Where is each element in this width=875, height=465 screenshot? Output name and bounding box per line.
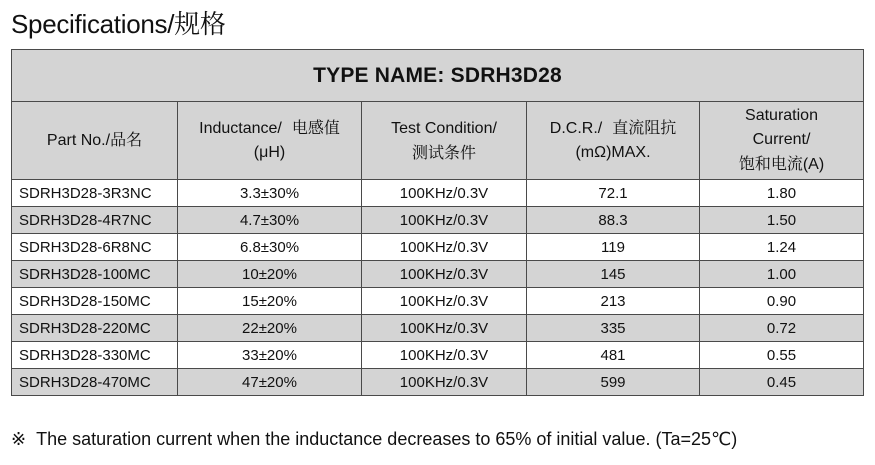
- saturation-current-cell: 0.90: [700, 288, 864, 315]
- saturation-current-cell: 1.24: [700, 234, 864, 261]
- part-number-cell: SDRH3D28-330MC: [12, 342, 178, 369]
- saturation-current-cell: 1.50: [700, 207, 864, 234]
- header-inductance-cn: 电感值: [291, 118, 340, 137]
- header-saturation: [700, 102, 864, 180]
- dcr-cell: 481: [527, 342, 700, 369]
- table-row: [12, 234, 864, 261]
- type-name-row: [12, 50, 864, 102]
- saturation-current-cell: 0.72: [700, 315, 864, 342]
- dcr-cell: 145: [527, 261, 700, 288]
- table-row: [12, 369, 864, 396]
- test-condition-cell: 100KHz/0.3V: [362, 261, 527, 288]
- part-number-cell: SDRH3D28-470MC: [12, 369, 178, 396]
- table-row: [12, 207, 864, 234]
- page-title-cn: 规格: [174, 10, 226, 40]
- table-row: [12, 315, 864, 342]
- header-part-no: [12, 102, 178, 180]
- dcr-cell: 88.3: [527, 207, 700, 234]
- inductance-cell: 10±20%: [178, 261, 362, 288]
- header-dcr-unit: (mΩ)MAX.: [575, 144, 651, 161]
- inductance-cell: 22±20%: [178, 315, 362, 342]
- test-condition-cell: 100KHz/0.3V: [362, 315, 527, 342]
- dcr-cell: 72.1: [527, 180, 700, 207]
- part-number-cell: SDRH3D28-4R7NC: [12, 207, 178, 234]
- footnote-text: The saturation current when the inductance decreases to 65% of initial value. (Ta=25℃): [36, 429, 738, 449]
- saturation-current-cell: 1.00: [700, 261, 864, 288]
- header-saturation-cn: 饱和电流: [738, 154, 803, 173]
- inductance-cell: 15±20%: [178, 288, 362, 315]
- header-saturation-line2: Current/: [752, 131, 811, 148]
- header-part-no-en: Part No./: [46, 132, 111, 149]
- inductance-cell: 6.8±30%: [178, 234, 362, 261]
- dcr-cell: 599: [527, 369, 700, 396]
- part-number-cell: SDRH3D28-3R3NC: [12, 180, 178, 207]
- footnote: [11, 426, 737, 452]
- saturation-current-cell: 0.55: [700, 342, 864, 369]
- dcr-cell: 119: [527, 234, 700, 261]
- part-number-cell: SDRH3D28-220MC: [12, 315, 178, 342]
- header-dcr-en: D.C.R./: [549, 120, 603, 137]
- inductance-cell: 4.7±30%: [178, 207, 362, 234]
- reference-mark-icon: ※: [11, 429, 27, 449]
- header-inductance-en: Inductance/: [199, 120, 282, 137]
- saturation-current-cell: 0.45: [700, 369, 864, 396]
- test-condition-cell: 100KHz/0.3V: [362, 288, 527, 315]
- inductance-cell: 47±20%: [178, 369, 362, 396]
- table-row: [12, 180, 864, 207]
- page-title: [11, 6, 226, 43]
- header-saturation-unit: (A): [802, 156, 825, 173]
- header-test-condition: [362, 102, 527, 180]
- test-condition-cell: 100KHz/0.3V: [362, 180, 527, 207]
- header-row: [12, 102, 864, 180]
- table-row: [12, 288, 864, 315]
- dcr-cell: 335: [527, 315, 700, 342]
- test-condition-cell: 100KHz/0.3V: [362, 369, 527, 396]
- page-title-en: Specifications/: [11, 9, 175, 39]
- test-condition-cell: 100KHz/0.3V: [362, 234, 527, 261]
- table-row: [12, 261, 864, 288]
- header-dcr-cn: 直流阻抗: [612, 118, 677, 137]
- header-saturation-line1: Saturation: [745, 107, 818, 124]
- test-condition-cell: 100KHz/0.3V: [362, 342, 527, 369]
- header-dcr: [527, 102, 700, 180]
- part-number-cell: SDRH3D28-100MC: [12, 261, 178, 288]
- inductance-cell: 33±20%: [178, 342, 362, 369]
- header-test-condition-en: Test Condition/: [391, 119, 497, 137]
- part-number-cell: SDRH3D28-150MC: [12, 288, 178, 315]
- saturation-current-cell: 1.80: [700, 180, 864, 207]
- table-row: [12, 342, 864, 369]
- type-name: TYPE NAME: SDRH3D28: [12, 50, 864, 102]
- inductance-cell: 3.3±30%: [178, 180, 362, 207]
- header-inductance-unit: (μH): [253, 144, 286, 161]
- header-test-condition-cn: 测试条件: [411, 142, 476, 162]
- header-part-no-cn: 品名: [110, 130, 143, 149]
- spec-table: [11, 49, 864, 396]
- dcr-cell: 213: [527, 288, 700, 315]
- header-inductance: [178, 102, 362, 180]
- test-condition-cell: 100KHz/0.3V: [362, 207, 527, 234]
- part-number-cell: SDRH3D28-6R8NC: [12, 234, 178, 261]
